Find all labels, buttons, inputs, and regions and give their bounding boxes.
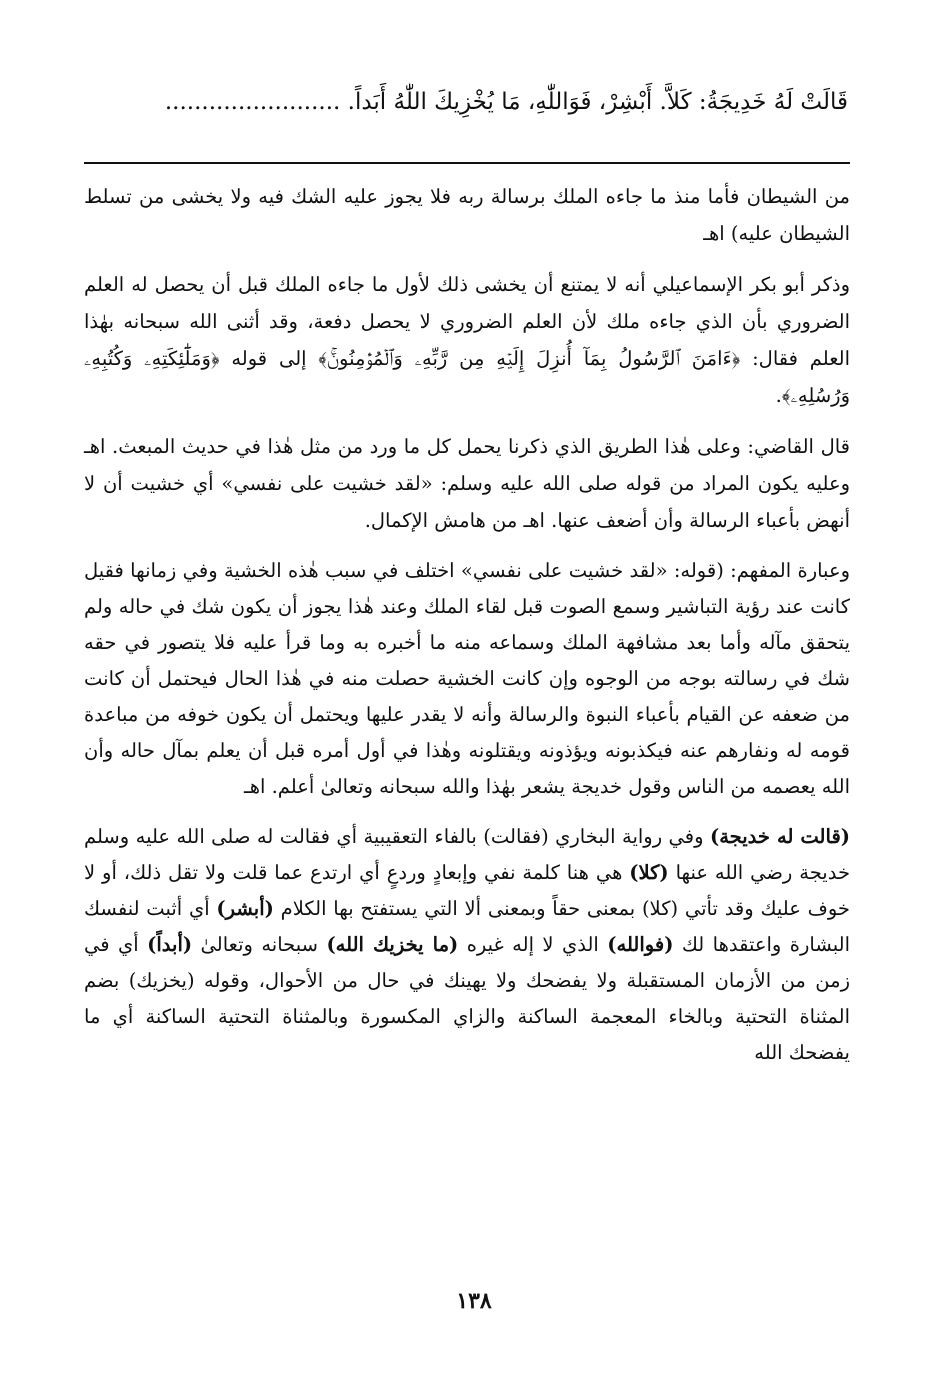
term-qalat-lahu-khadija: (قالت له خديجة): [709, 825, 850, 848]
paragraph-4: وعبارة المفهم: (قوله: «لقد خشيت على نفسي» اختلف في سبب هٰذه الخشية وفي زمانها فقيل كانت عند رؤية التباشير وسمع الصوت قبل لقاء الملك وعند هٰذا يجوز أن يكون شك في حاله ولم يتحقق مآله وأما بعد مشافهة الملك وسماعه منه ما أخبره به وما قرأ عليه فلا يتصور في حقه شك في رسالته بوجه من الوجوه وإن كانت الخشية حصلت منه في هٰذا الحال فيحتمل أن كانت من ضعفه عن القيام بأعباء النبوة والرسالة وأنه لا يقدر عليها ويحتمل أن يكون خوفه من مباعدة قومه له ونفارهم عنه فيكذبونه ويؤذونه ويقتلونه وهٰذا في أول أمره قبل أن يعلم بمآل حاله وأن الله يعصمه من الناس وقول خديجة يشعر بهٰذا والله سبحانه وتعالىٰ أعلم. اهـ: [84, 559, 850, 798]
paragraph-5: [84, 819, 850, 1071]
commentary-text: هي هنا كلمة نفي وإبعادٍ وردعٍ أي ارتدع عما قلت ولا تقل ذلك، أو لا خوف عليك وقد تأتي (كلا) بمعنى حقاً وبمعنى ألا التي يستفتح بها الكلام: [84, 861, 850, 920]
commentary-text: وفي رواية البخاري (فقالت) بالفاء التعقيبية أي فقالت له صلى الله عليه وسلم خديجة رضي الله عنها: [84, 825, 851, 884]
paragraph-2: وذكر أبو بكر الإسماعيلي أنه لا يمتنع أن يخشى ذلك لأول ما جاءه الملك قبل أن يحصل له العلم الضروري بأن الذي جاءه ملك لأن العلم الضروري لا يحصل دفعة، وقد أثنى الله سبحانه بهٰذا العلم فقال: ﴿ءَامَنَ ٱلرَّسُولُ بِمَآ أُنزِلَ إِلَيۡهِ مِن رَّبِّهِۦ وَٱلۡمُؤۡمِنُونَۚ﴾ إلى قوله ﴿وَمَلَٰٓئِكَتِهِۦ وَكُتُبِهِۦ وَرُسُلِهِۦ﴾.: [84, 273, 850, 407]
paragraph-3: قال القاضي: وعلى هٰذا الطريق الذي ذكرنا يحمل كل ما ورد من مثل هٰذا في حديث المبعث. اهـ وعليه يكون المراد من قوله صلى الله عليه وسلم: «لقد خشيت على نفسي» أي خشيت أن لا أنهض بأعباء الرسالة وأن أضعف عنها. اهـ من هامش الإكمال.: [84, 435, 850, 532]
term-fawallah: (فوالله): [607, 933, 674, 956]
paragraph-1: من الشيطان فأما منذ ما جاءه الملك برسالة ربه فلا يجوز عليه الشك فيه ولا يخشى من تسلط الشيطان عليه) اهـ: [84, 185, 850, 245]
commentary-text: أي أثبت لنفسك البشارة واعتقدها لك: [84, 897, 851, 956]
commentary-text: أي في زمن من الأزمان المستقبلة ولا يفضحك ولا يهينك في حال من الأحوال، وقوله (يخزيك) بضم المثناة التحتية وبالخاء المعجمة الساكنة والزاي المكسورة وبالمثناة التحتية الساكنة أي ما يفضحك الله: [84, 933, 850, 1064]
body-text: [84, 178, 850, 1071]
term-kalla: (كلا): [629, 861, 669, 884]
divider-line: [84, 162, 850, 164]
term-abadan: (أبداً): [147, 933, 193, 956]
term-abshir: (أبشر): [216, 897, 274, 920]
term-ma-yukhzika-allah: (ما يخزيك الله): [326, 933, 459, 956]
header-quote: قَالَتْ لَهُ خَدِيجَةُ: كَلاَّ. أَبْشِرْ، فَوَاللّٰهِ، مَا يُخْزِيكَ اللّٰهُ أَبَداً. ........................: [164, 89, 848, 115]
commentary-text: سبحانه وتعالىٰ: [192, 933, 327, 956]
page-number: ١٣٨: [456, 1288, 492, 1314]
commentary-text: الذي لا إله غيره: [458, 933, 608, 956]
